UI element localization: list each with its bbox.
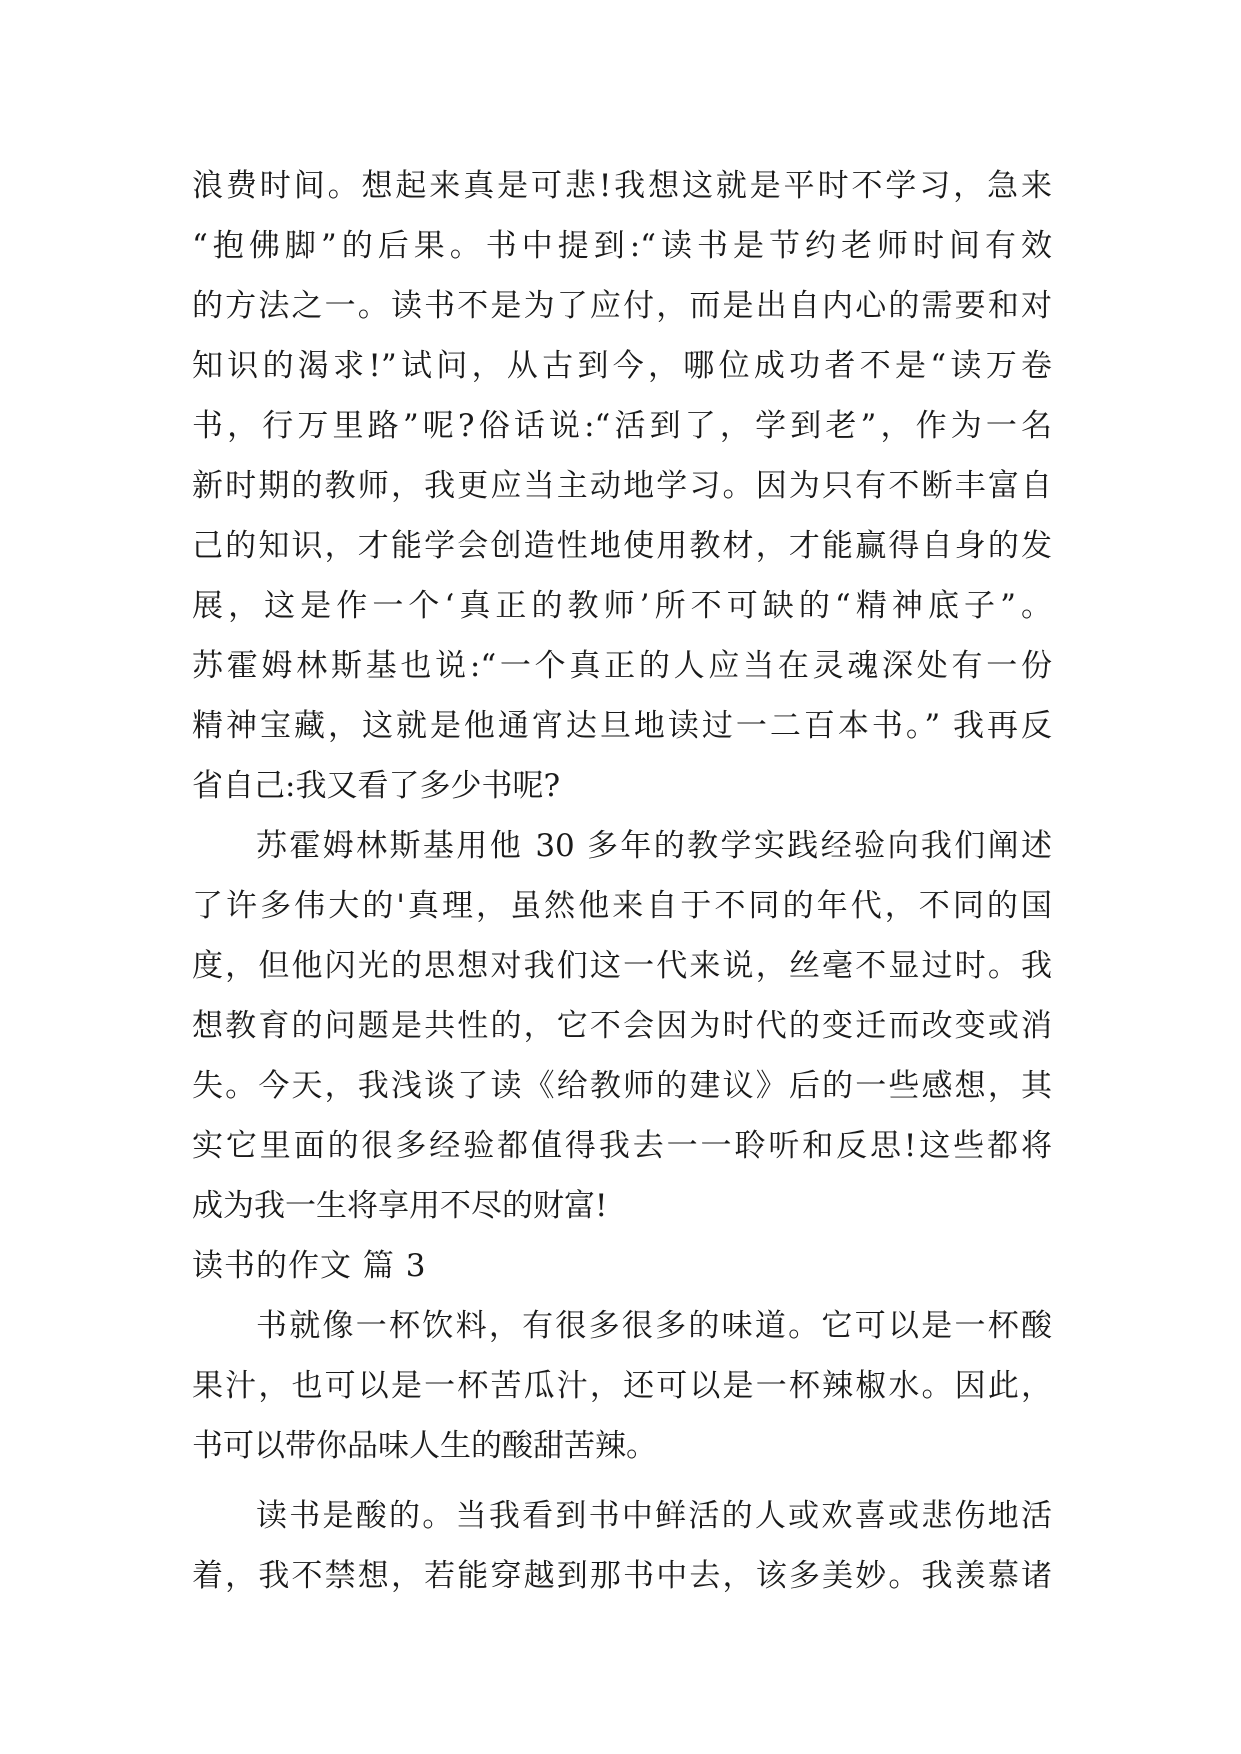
text-line: 着，我不禁想，若能穿越到那书中去，该多美妙。我羡慕诸	[192, 1558, 1052, 1594]
text-line: 苏霍姆林斯基也说:“一个真正的人应当在灵魂深处有一份	[192, 648, 1052, 684]
text-line: 书，行万里路”呢?俗话说:“活到了，学到老”，作为一名	[192, 408, 1052, 444]
text-line: 浪费时间。想起来真是可悲!我想这就是平时不学习，急来	[192, 168, 1052, 204]
text-line: 己的知识，才能学会创造性地使用教材，才能赢得自身的发	[192, 528, 1052, 564]
text-line: 书可以带你品味人生的酸甜苦辣。	[192, 1428, 657, 1464]
text-line: 果汁，也可以是一杯苦瓜汁，还可以是一杯辣椒水。因此，	[192, 1368, 1052, 1404]
text-line: 新时期的教师，我更应当主动地学习。因为只有不断丰富自	[192, 468, 1052, 504]
text-line: 苏霍姆林斯基用他 30 多年的教学实践经验向我们阐述	[256, 828, 1052, 864]
text-line: 失。今天，我浅谈了读《给教师的建议》后的一些感想，其	[192, 1068, 1052, 1104]
text-line: 书就像一杯饮料，有很多很多的味道。它可以是一杯酸	[256, 1308, 1052, 1344]
section-heading: 读书的作文 篇 3	[192, 1248, 427, 1284]
text-line: 了许多伟大的'真理，虽然他来自于不同的年代，不同的国	[192, 888, 1052, 924]
text-line: 成为我一生将享用不尽的财富!	[192, 1188, 608, 1224]
text-line: 度，但他闪光的思想对我们这一代来说，丝毫不显过时。我	[192, 948, 1052, 984]
text-line: 精神宝藏，这就是他通宵达旦地读过一二百本书。” 我再反	[192, 708, 1052, 744]
text-line: 想教育的问题是共性的，它不会因为时代的变迁而改变或消	[192, 1008, 1052, 1044]
text-line: 实它里面的很多经验都值得我去一一聆听和反思!这些都将	[192, 1128, 1052, 1164]
text-line: 知识的渴求!”试问，从古到今，哪位成功者不是“读万卷	[192, 348, 1052, 384]
text-line: 省自己:我又看了多少书呢?	[192, 768, 561, 804]
text-line: 展，这是作一个‘真正的教师’所不可缺的“精神底子”。	[192, 588, 1052, 624]
text-line: “抱佛脚”的后果。书中提到:“读书是节约老师时间有效	[192, 228, 1052, 264]
text-line: 读书是酸的。当我看到书中鲜活的人或欢喜或悲伤地活	[256, 1498, 1052, 1534]
text-line: 的方法之一。读书不是为了应付，而是出自内心的需要和对	[192, 288, 1052, 324]
